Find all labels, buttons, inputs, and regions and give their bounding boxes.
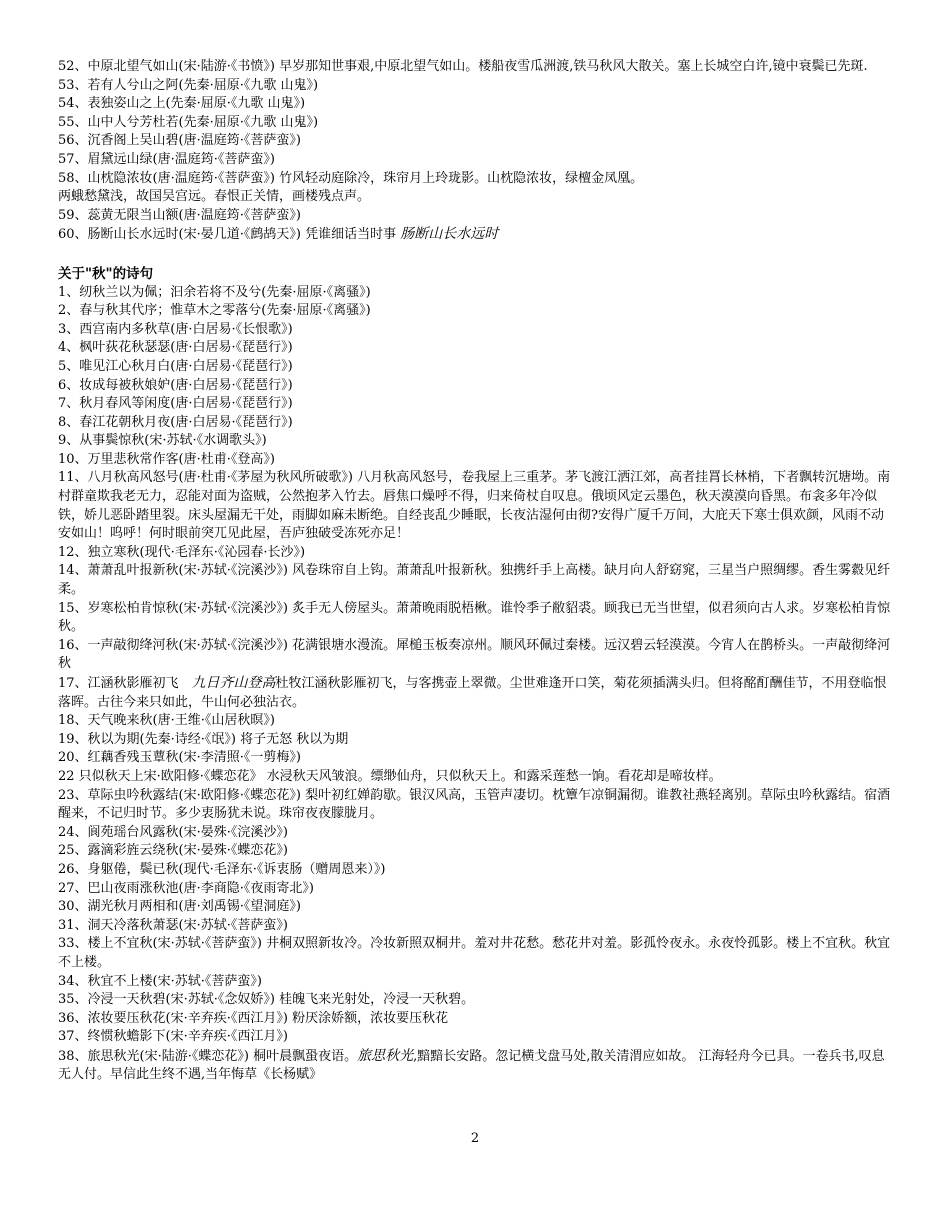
poem-line [58,132,892,151]
poem-line-italic: 旅思秋光 [357,1047,414,1064]
poem-line [58,225,892,245]
poem-line [58,880,892,899]
poem-line [58,321,892,340]
poem-line-text: 两蛾愁黛浅，故国吴宫远。春恨正关情，画楼残点声。 [58,189,371,205]
poem-line-text: 52、中原北望气如山(宋·陆游·《书愤》) 早岁那知世事艰,中原北望气如山。楼船夜雪瓜洲渡,铁马秋风大散关。塞上长城空白许,镜中衰鬓已先斑. [58,59,868,74]
poem-line [58,824,892,843]
poem-line-text: 15、岁寒松柏肯惊秋(宋·苏轼·《浣溪沙》) 炙手无人傍屋头。萧萧晚雨脱梧楸。谁怜季子敝貂裘。顾我已无当世望，似君须向古人求。岁寒松柏肯惊秋。 [58,600,891,635]
poem-line [58,188,892,207]
poem-line-text: 5、唯见江心秋月白(唐·白居易·《琵琶行》) [58,358,293,374]
poem-line [58,302,892,321]
poem-line-text: 9、从事鬓惊秋(宋·苏轼·《水调歌头》) [58,433,267,449]
poem-line [58,77,892,96]
poem-line [58,284,892,303]
poem-line [58,637,892,674]
poem-line-text: 57、眉黛远山绿(唐·温庭筠·《菩萨蛮》) [58,151,275,167]
poem-line [58,861,892,880]
poem-line [58,451,892,470]
poem-line-text: 36、浓妆要压秋花(宋·辛弃疾·《西江月》) 粉厌涂娇额，浓妆要压秋花 [58,1010,449,1026]
poem-list-autumn [58,284,892,1086]
poem-line [58,432,892,451]
poem-line-text: 35、冷浸一天秋碧(宋·苏轼·《念奴娇》) 桂魄飞来光射处，冷浸一天秋碧。 [58,992,475,1008]
poem-line-text: 55、山中人兮芳杜若(先秦·屈原·《九歌 山鬼》) [58,114,319,130]
poem-line-text: 20、红藕香残玉蕈秋(宋·李清照·《一剪梅》) [58,750,301,766]
poem-line-text: 26、身躯倦，鬓已秋(现代·毛泽东·《诉衷肠（赠周恩来）》) [58,861,386,877]
poem-line [58,358,892,377]
poem-line [58,562,892,599]
poem-line [58,58,892,77]
poem-line [58,787,892,824]
poem-line [58,151,892,170]
poem-line-text: 53、若有人兮山之阿(先秦·屈原·《九歌 山鬼》) [58,77,319,93]
poem-line [58,917,892,936]
poem-line-text: 22 只似秋天上宋·欧阳修·《蝶恋花》 水浸秋天风皱浪。缥缈仙舟，只似秋天上。和露采莲愁一饷。看花却是啼妆样。 [58,768,722,784]
poem-line [58,414,892,433]
poem-line [58,114,892,133]
poem-line-text: 16、一声敲彻绛河秋(宋·苏轼·《浣溪沙》) 花满银塘水漫流。犀槌玉板奏凉州。顺风环佩过秦楼。远汉碧云轻漠漠。今宵人在鹊桥头。一声敲彻绛河秋 [58,637,891,672]
poem-line [58,95,892,114]
poem-line [58,768,892,787]
poem-line-text: 25、露滴彩旌云绕秋(宋·晏殊·《蝶恋花》) [58,843,288,859]
poem-line-text: 60、肠断山长水远时(宋·晏几道·《鹧鸪天》) 凭谁细话当时事 [58,227,401,243]
poem-line-text: 34、秋宜不上楼(宋·苏轼·《菩萨蛮》) [58,973,262,989]
poem-line-text: 1、纫秋兰以为佩；汩余若将不及兮(先秦·屈原·《离骚》) [58,284,371,300]
poem-line-text: 19、秋以为期(先秦·诗经·《氓》) 将子无怒 秋以为期 [58,731,349,747]
poem-line [58,842,892,861]
poem-line [58,1010,892,1029]
poem-line [58,1028,892,1047]
poem-line [58,973,892,992]
poem-line [58,207,892,226]
poem-line-text: 56、沉香阁上吴山碧(唐·温庭筠·《菩萨蛮》) [58,133,301,149]
poem-line [58,395,892,414]
poem-line-text: 24、阆苑瑶台风露秋(宋·晏殊·《浣溪沙》) [58,824,288,840]
poem-line-text: 31、洞天冷落秋萧瑟(宋·苏轼·《菩萨蛮》) [58,917,288,933]
poem-line-text: 3、西宫南内多秋草(唐·白居易·《长恨歌》) [58,321,293,337]
poem-line-text: 30、湖光秋月两相和(唐·刘禹锡·《望洞庭》) [58,899,301,915]
poem-line [58,1047,892,1085]
poem-line [58,339,892,358]
poem-line-text: 23、草际虫吟秋露结(宋·欧阳修·《蝶恋花》) 梨叶初红婵韵歇。银汉风高，玉管声凄切。枕簟乍凉铜漏彻。谁教社燕轻离别。草际虫吟秋露结。宿酒醒来，不记归时节。多少衷肠犹未说。珠帘夜夜朦胧月。 [58,787,891,822]
poem-line-text: 10、万里悲秋常作客(唐·杜甫·《登高》) [58,451,275,467]
poem-line [58,731,892,750]
poem-line-text: 7、秋月春风等闲度(唐·白居易·《琵琶行》) [58,396,293,412]
poem-line [58,544,892,563]
poem-line [58,674,892,712]
poem-line-text: 58、山枕隐浓妆(唐·温庭筠·《菩萨蛮》) 竹风轻动庭除冷，珠帘月上玲珑影。山枕隐浓妆，绿檀金凤凰。 [58,170,644,186]
poem-line-text: 18、天气晚来秋(唐·王维·《山居秋暝》) [58,713,275,729]
poem-line-text: 14、萧萧乱叶报新秋(宋·苏轼·《浣溪沙》) 风卷珠帘自上钩。萧萧乱叶报新秋。独携纤手上高楼。缺月向人舒窈窕，三星当户照绸缪。香生雾縠见纤柔。 [58,563,891,598]
poem-list-mountain [58,58,892,245]
poem-line-text: 37、终惯秋蟾影下(宋·辛弃疾·《西江月》) [58,1029,288,1045]
poem-line-text: 33、楼上不宜秋(宋·苏轼·《菩萨蛮》) 井桐双照新妆冷。冷妆新照双桐井。羞对井花愁。愁花井对羞。影孤怜夜永。永夜怜孤影。楼上不宜秋。秋宜不上楼。 [58,936,891,970]
poem-line-italic: 肠断山长水远时 [400,226,499,243]
poem-line [58,749,892,768]
page-number: 2 [470,1131,480,1146]
poem-line [58,377,892,396]
poem-line-text: 4、枫叶荻花秋瑟瑟(唐·白居易·《琵琶行》) [58,340,293,356]
poem-line-text: 8、春江花朝秋月夜(唐·白居易·《琵琶行》) [58,414,293,430]
poem-line [58,935,892,972]
poem-line-text: 54、表独姿山之上(先秦·屈原·《九歌 山鬼》) [58,96,306,112]
poem-line [58,712,892,731]
poem-line-rest: ,黯黯长安路。忽记横戈盘马处,散关清渭应如故。 江海轻舟今已具。一卷兵书,叹息无人付。早信此生终不遇,当年悔草《长杨赋》 [58,1048,885,1083]
poem-line-text: 6、妆成每被秋娘妒(唐·白居易·《琵琶行》) [58,377,293,393]
poem-line-text: 12、独立寒秋(现代·毛泽东·《沁园春·长沙》) [58,544,306,560]
poem-line [58,600,892,637]
poem-line-text: 27、巴山夜雨涨秋池(唐·李商隐·《夜雨寄北》) [58,880,314,896]
poem-line-text: 38、旅思秋光(宋·陆游·《蝶恋花》) 桐叶晨飘蛩夜语。 [58,1048,358,1064]
poem-line [58,170,892,189]
poem-line-text: 2、春与秋其代序；惟草木之零落兮(先秦·屈原·《离骚》) [58,303,371,319]
section-heading-autumn: 关于"秋"的诗句 [58,265,154,282]
poem-line-text: 11、八月秋高风怒号(唐·杜甫·《茅屋为秋风所破歌》) 八月秋高风怒号，卷我屋上三重茅。茅飞渡江洒江郊，高者挂罥长林梢，下者飘转沉塘坳。南村群童欺我老无力，忍能对面为盗贼，公然抱茅入竹去。唇焦口燥呼不得，归来倚杖自叹息。俄顷风定云墨色，秋天漠漠向昏黑。布衾多年冷似铁，娇儿恶卧踏里裂。床头屋漏无干处，雨脚如麻未断绝。自经丧乱少睡眠，长夜沾湿何由彻?安得广厦千万间，大庇天下寒士俱欢颜，风雨不动安如山！呜呼！何时眼前突兀见此屋，吾庐独破受冻死亦足！ [58,470,891,542]
poem-line-text: 59、蕊黄无限当山额(唐·温庭筠·《菩萨蛮》) [58,207,301,223]
poem-line-rest: 杜牧江涵秋影雁初飞，与客携壶上翠微。尘世难逢开口笑，菊花须插满头归。但将酩酊酬佳节，不用登临恨落晖。古往今来只如此，牛山何必独沾衣。 [58,676,887,710]
poem-line [58,469,892,543]
poem-line [58,898,892,917]
poem-line [58,991,892,1010]
poem-line-text: 17、江涵秋影雁初飞 [58,676,192,691]
document-page [58,58,892,1085]
poem-line-italic: 九日齐山登高 [191,675,276,691]
